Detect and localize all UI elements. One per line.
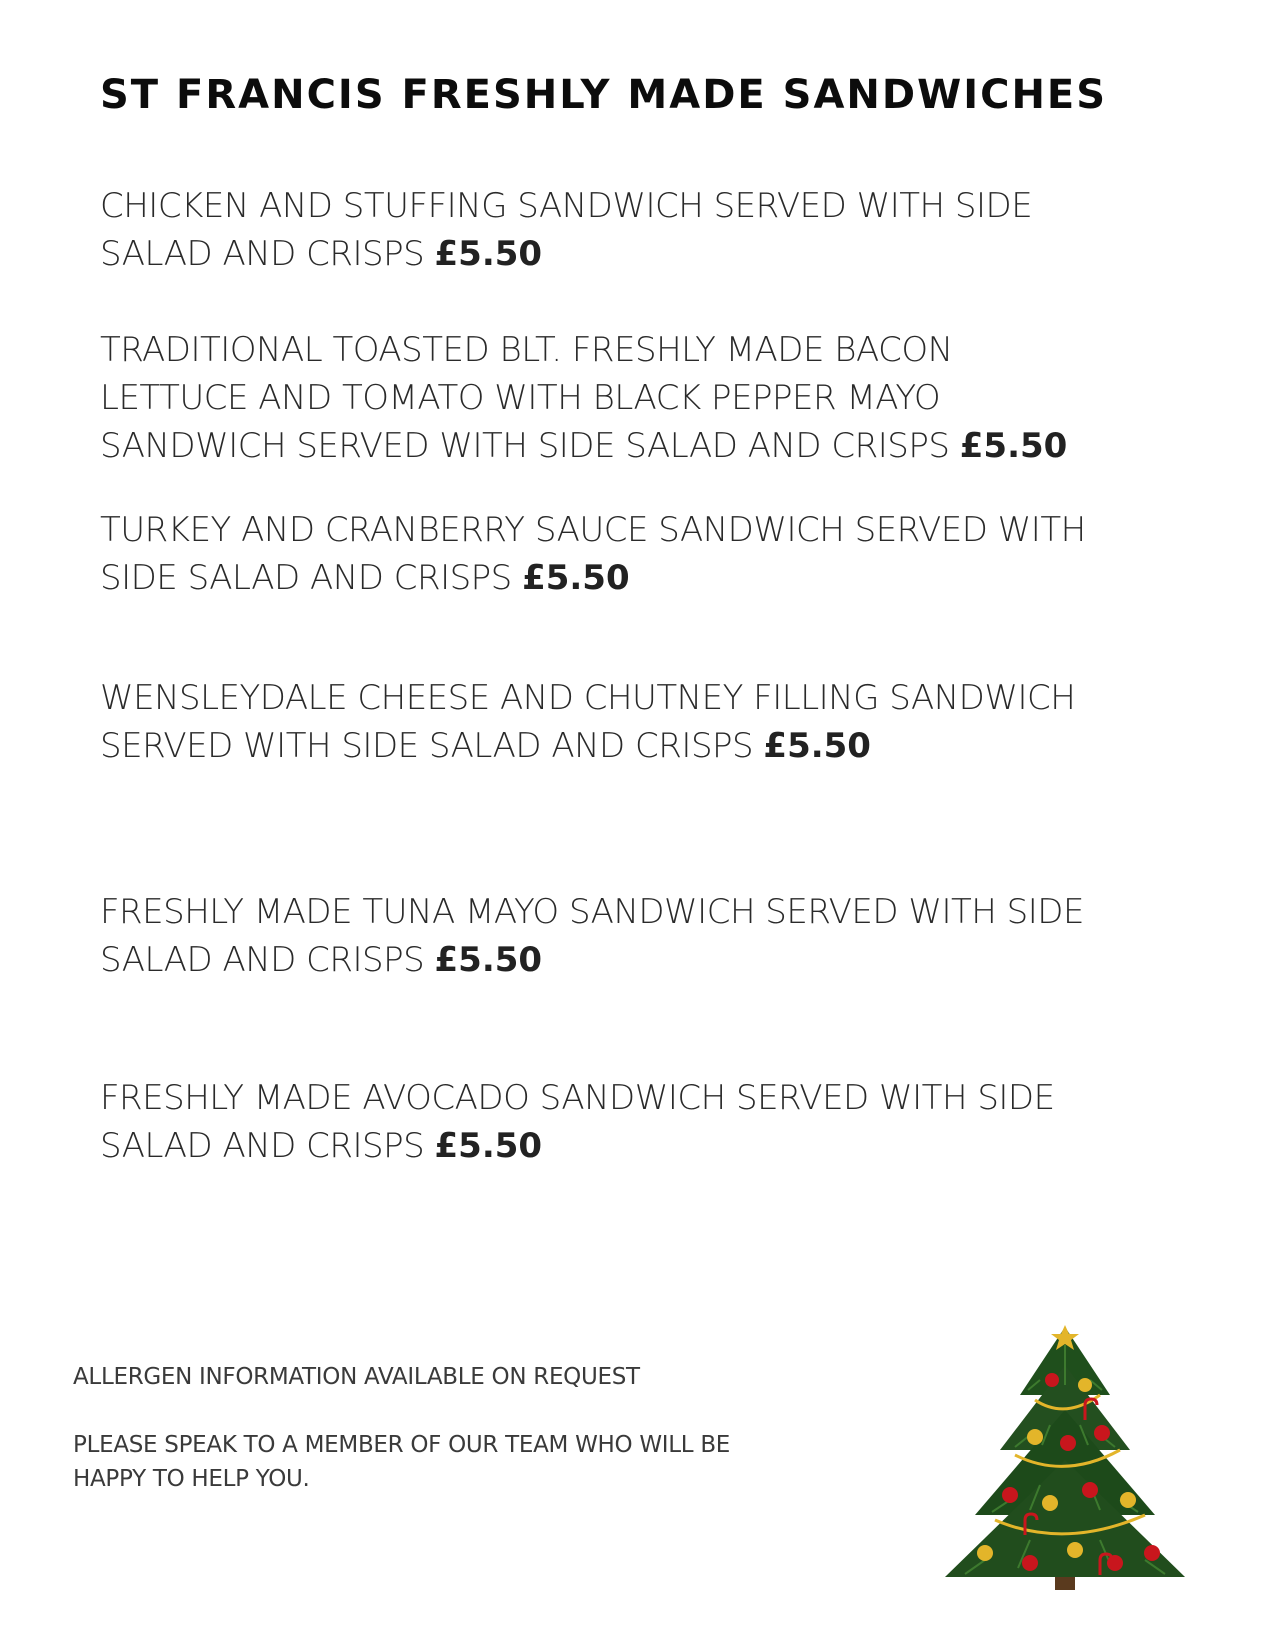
- menu-item-line: TRADITIONAL TOASTED BLT. FRESHLY MADE BACON: [100, 330, 953, 370]
- menu-item-chicken-stuffing: [100, 182, 1032, 278]
- menu-item-wensleydale-cheese: [100, 674, 1075, 770]
- menu-item-line: SALAD AND CRISPS: [100, 234, 425, 274]
- menu-item-line: CHICKEN AND STUFFING SANDWICH SERVED WITH SIDE: [100, 186, 1033, 226]
- bauble-gold: [1042, 1495, 1058, 1511]
- bauble-red: [1022, 1555, 1038, 1571]
- menu-item-line: SIDE SALAD AND CRISPS: [100, 558, 512, 598]
- menu-item-price: £5.50: [522, 558, 630, 598]
- menu-item-line: SERVED WITH SIDE SALAD AND CRISPS: [100, 726, 754, 766]
- bauble-red: [1144, 1545, 1160, 1561]
- bauble-red: [1082, 1482, 1098, 1498]
- menu-item-line: SALAD AND CRISPS: [100, 940, 425, 980]
- menu-item-line: TURKEY AND CRANBERRY SAUCE SANDWICH SERVED WITH: [100, 510, 1086, 550]
- menu-item-line: SALAD AND CRISPS: [100, 1126, 425, 1166]
- help-info: [73, 1428, 730, 1496]
- bauble-gold: [1078, 1378, 1092, 1392]
- bauble-red: [1107, 1555, 1123, 1571]
- menu-item-price: £5.50: [434, 1126, 543, 1166]
- menu-item-line: FRESHLY MADE TUNA MAYO SANDWICH SERVED WITH SIDE: [100, 892, 1084, 932]
- menu-item-price: £5.50: [434, 234, 543, 274]
- menu-item-line: LETTUCE AND TOMATO WITH BLACK PEPPER MAYO: [100, 378, 941, 418]
- bauble-gold: [1027, 1429, 1043, 1445]
- bauble-red: [1094, 1425, 1110, 1441]
- bauble-red: [1002, 1487, 1018, 1503]
- menu-item-line: SANDWICH SERVED WITH SIDE SALAD AND CRISPS: [100, 426, 950, 466]
- menu-item-price: £5.50: [434, 940, 543, 980]
- bauble-gold: [977, 1545, 993, 1561]
- help-info-line: PLEASE SPEAK TO A MEMBER OF OUR TEAM WHO WILL BE: [73, 1432, 731, 1458]
- menu-item-line: FRESHLY MADE AVOCADO SANDWICH SERVED WITH SIDE: [100, 1078, 1055, 1118]
- menu-item-line: WENSLEYDALE CHEESE AND CHUTNEY FILLING SANDWICH: [100, 678, 1076, 718]
- bauble-red: [1060, 1435, 1076, 1451]
- help-info-line: HAPPY TO HELP YOU.: [73, 1466, 310, 1492]
- bauble-gold: [1067, 1542, 1083, 1558]
- bauble-gold: [1120, 1492, 1136, 1508]
- menu-item-toasted-blt: [100, 326, 1067, 470]
- menu-item-turkey-cranberry: [100, 506, 1086, 602]
- page-title: ST FRANCIS FRESHLY MADE SANDWICHES: [100, 72, 1108, 118]
- allergen-info: ALLERGEN INFORMATION AVAILABLE ON REQUEST: [73, 1364, 640, 1390]
- bauble-red: [1045, 1373, 1059, 1387]
- menu-item-price: £5.50: [959, 426, 1068, 466]
- menu-item-tuna-mayo: [100, 888, 1084, 984]
- christmas-tree-icon: [940, 1325, 1190, 1595]
- menu-item-price: £5.50: [763, 726, 871, 766]
- menu-item-avocado: [100, 1074, 1055, 1170]
